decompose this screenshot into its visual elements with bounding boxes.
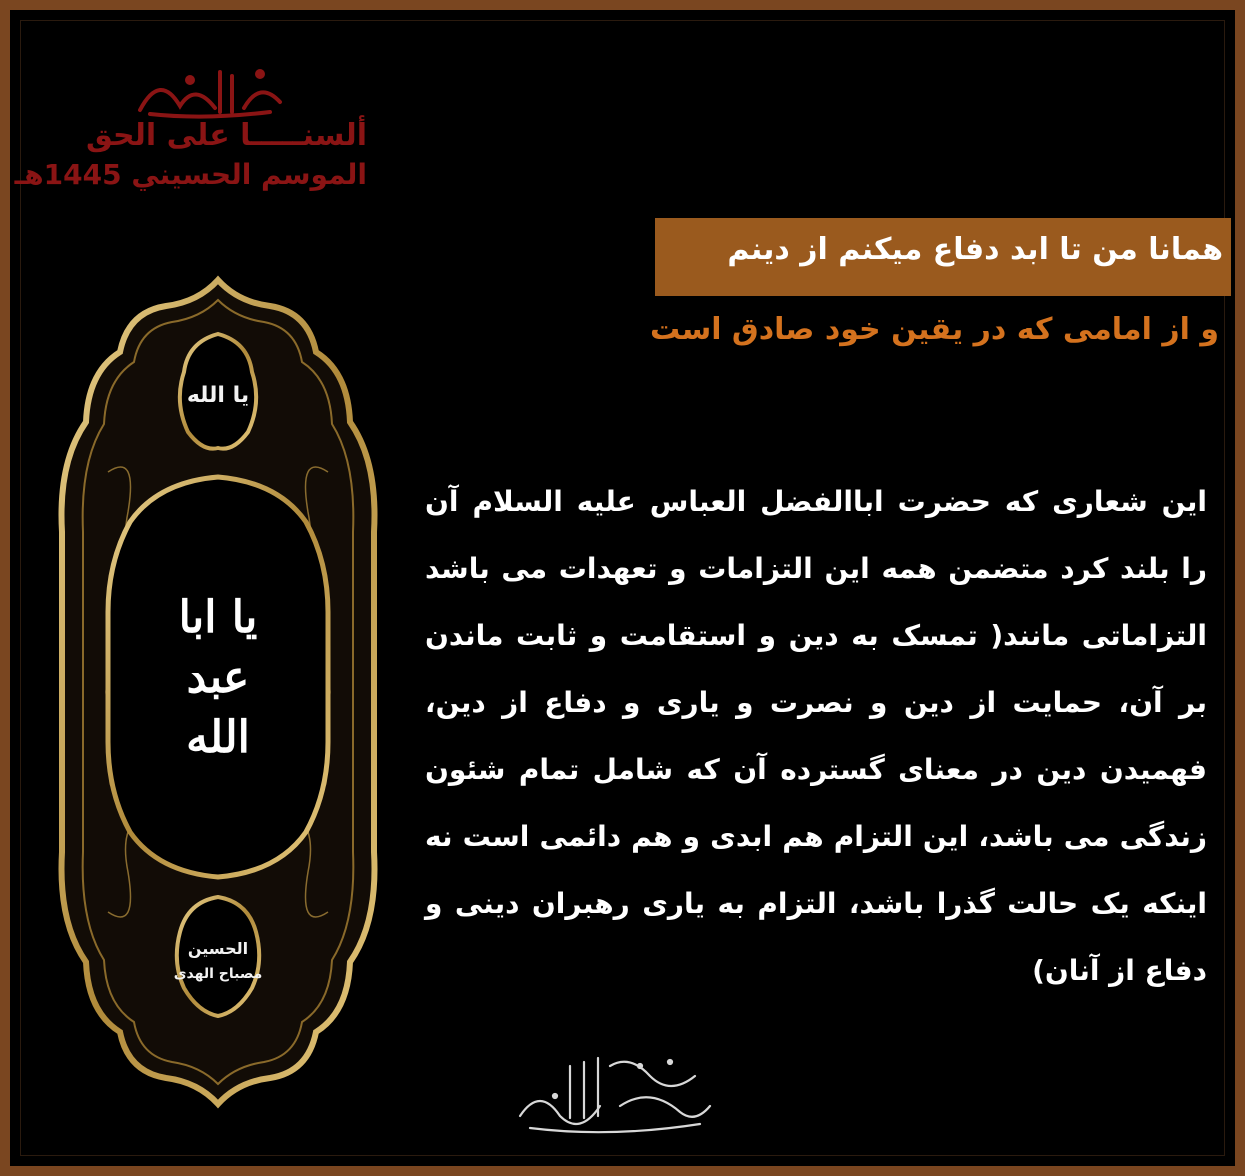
svg-text:یا ابا: یا ابا [178, 592, 258, 643]
subheadline: و از امامی که در یقین خود صادق است [649, 312, 1219, 347]
headline: همانا من تا ابد دفاع میکنم از دینم [727, 232, 1223, 267]
signature-calligraphy-icon [510, 1046, 715, 1138]
top-medallion-text: یا الله [186, 383, 250, 408]
svg-text:مصباح الهدی: مصباح الهدی [173, 966, 263, 982]
logo-calligraphy-icon [120, 62, 290, 120]
calligraphy-emblem-icon [48, 272, 388, 1112]
svg-text:عبد: عبد [186, 652, 250, 703]
body-paragraph: این شعاری که حضرت اباالفضل العباس علیه السلام آن را بلند کرد متضمن همه این التزامات و تعهدات می باشد التزاماتی مانند( تمسک به دین و استقامت و ثابت ماندن بر آن، حمایت از دین و نصرت و یاری و دفاع از دین، فهمیدن دین در معنای گسترده آن که شامل تمام شئون زندگی می باشد، این التزام هم ابدی و هم دائمی است نه اینکه یک حالت گذرا باشد، التزام به یاری رهبران دینی و دفاع از آنان) [425, 485, 1207, 987]
svg-text:الحسین: الحسین [187, 939, 249, 958]
logo-line-2: الموسم الحسيني 1445هـ [14, 158, 367, 191]
svg-text:الله: الله [186, 712, 250, 763]
logo-line-1: ألسنـــــا على الحق [85, 118, 367, 153]
